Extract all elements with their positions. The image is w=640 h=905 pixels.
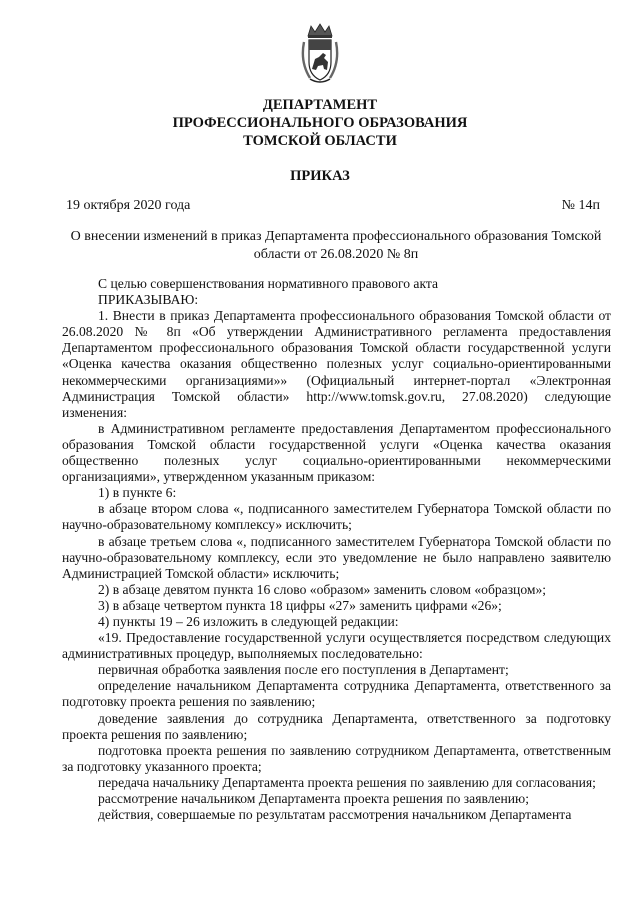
body-paragraph: передача начальнику Департамента проекта решения по заявлению для согласования; <box>98 774 596 790</box>
order-date: 19 октября 2020 года <box>66 198 191 213</box>
order-number: № 14п <box>561 198 600 213</box>
body-paragraph: 1. Внести в приказ Департамента профессионального образования Томской области от 26.08.2020 № 8п «Об утверждении Административного регламента предоставления Департаментом профессионального образования Томской области государственной услуги «Оценка качества оказания общественно полезных услуг социально-ориентированными некоммерческими организациями»» (Официальный интернет-портал «Электронная Администрация Томской области» http://www.tomsk.gov.ru, 27.08.2020) следующие изменения: <box>62 308 611 420</box>
body-paragraph: подготовка проекта решения по заявлению сотрудником Департамента, ответственным за подготовку указанного проекта; <box>62 742 611 774</box>
body-paragraph: 4) пункты 19 – 26 изложить в следующей редакции: <box>98 613 399 629</box>
body-paragraph: определение начальником Департамента сотрудника Департамента, ответственного за подготовку проекта решения по заявлению; <box>62 678 611 710</box>
department-line: ТОМСКОЙ ОБЛАСТИ <box>243 133 397 149</box>
department-line: ПРОФЕССИОНАЛЬНОГО ОБРАЗОВАНИЯ <box>172 115 468 131</box>
body-paragraph: первичная обработка заявления после его поступления в Департамент; <box>98 662 509 678</box>
body-paragraph: 3) в абзаце четвертом пункта 18 цифры «27» заменить цифрами «26»; <box>98 597 502 613</box>
body-paragraph: ПРИКАЗЫВАЮ: <box>98 292 199 308</box>
body-paragraph: 1) в пункте 6: <box>98 485 177 501</box>
coat-of-arms-emblem <box>300 22 340 86</box>
order-subject: О внесении изменений в приказ Департамента профессионального образования Томской области от 26.08.2020 № 8п <box>70 229 602 262</box>
order-title: ПРИКАЗ <box>290 168 350 184</box>
body-paragraph: 2) в абзаце девятом пункта 16 слово «образом» заменить словом «образцом»; <box>98 581 547 597</box>
body-paragraph: рассмотрение начальником Департамента проекта решения по заявлению; <box>98 791 529 806</box>
body-paragraph: в Административном регламенте предоставления Департаментом профессионального образования Томской области государственной услуги «Оценка качества оказания общественно полезных услуг социально-ориентированными некоммерческими организациями», утвержденном указанным приказом: <box>62 420 611 485</box>
document-body <box>62 276 611 823</box>
body-paragraph: С целью совершенствования нормативного правового акта <box>98 276 439 291</box>
department-name <box>0 96 640 150</box>
department-line: ДЕПАРТАМЕНТ <box>262 97 378 113</box>
body-paragraph: доведение заявления до сотрудника Департамента, ответственного за подготовку проекта решения по заявлению; <box>62 710 611 742</box>
body-paragraph: в абзаце третьем слова «, подписанного заместителем Губернатора Томской области по научно-образовательному комплексу, если это уведомление не было направлено заявителю Администрацией Томской области» исключить; <box>62 533 611 581</box>
body-paragraph: «19. Предоставление государственной услуги осуществляется посредством следующих административных процедур, выполняемых последовательно: <box>62 630 611 662</box>
body-paragraph: в абзаце втором слова «, подписанного заместителем Губернатора Томской области по научно-образовательному комплексу» исключить; <box>62 501 611 533</box>
body-paragraph: действия, совершаемые по результатам рассмотрения начальником Департамента <box>98 807 572 823</box>
